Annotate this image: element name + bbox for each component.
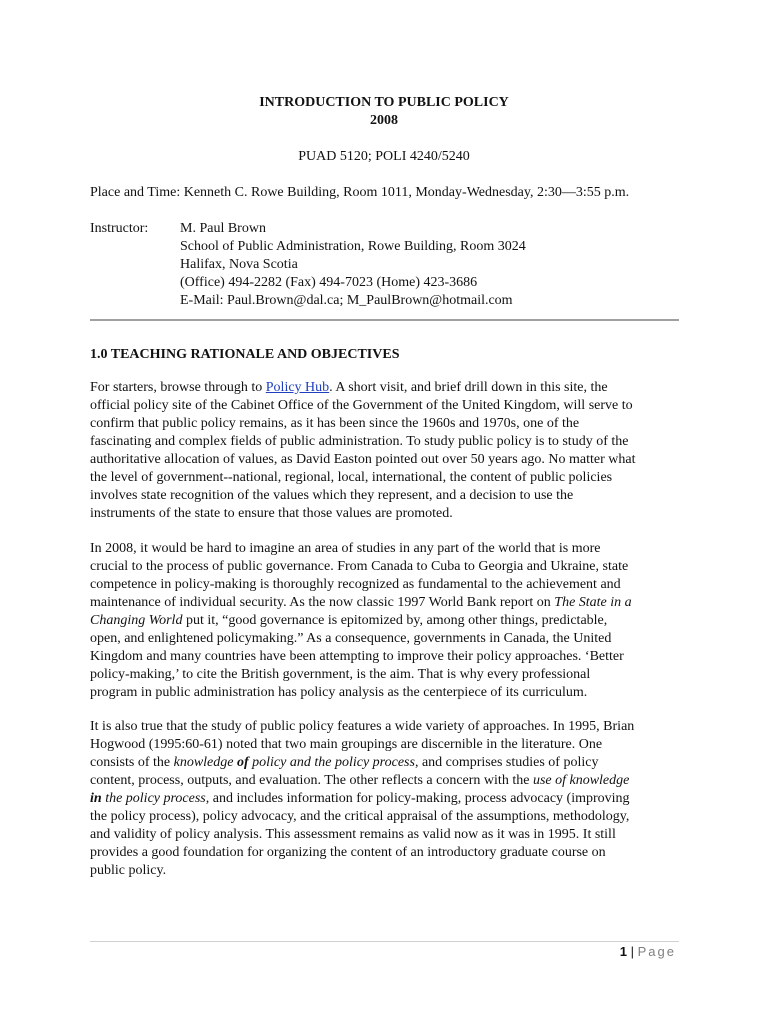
- instructor-city: Halifax, Nova Scotia: [180, 257, 298, 272]
- emphasis: knowledge: [173, 755, 237, 770]
- paragraph-line: [90, 612, 690, 630]
- page-footer: [620, 944, 676, 960]
- instructor-email: E-Mail: Paul.Brown@dal.ca; M_PaulBrown@hotmail.com: [180, 293, 513, 308]
- instructor-name: M. Paul Brown: [180, 221, 266, 236]
- text-run: . A short visit, and brief drill down in this site, the: [329, 380, 608, 395]
- text-run: content, process, outputs, and evaluation. The other reflects a concern with the: [90, 773, 533, 788]
- text-run: For starters, browse through to: [90, 380, 266, 395]
- emphasis: use of knowledge: [532, 773, 630, 788]
- document-year: 2008: [370, 113, 398, 128]
- paragraph-line: program in public administration has policy analysis as the centerpiece of its curriculum.: [90, 685, 588, 700]
- paragraph-line: [90, 594, 690, 612]
- paragraph-line: [90, 754, 690, 772]
- footer-divider: [90, 941, 679, 942]
- paragraph-line: Kingdom and many countries have been attempting to improve their policy approaches. ‘Better: [90, 649, 624, 664]
- course-codes: PUAD 5120; POLI 4240/5240: [298, 149, 470, 164]
- paragraph-line: authoritative allocation of values, as David Easton pointed out over 50 years ago. No matter what: [90, 452, 636, 467]
- paragraph-line: and validity of policy analysis. This assessment remains as valid now as it was in 1995. It still: [90, 827, 616, 842]
- paragraph-1: [90, 379, 690, 523]
- page-number: 1: [619, 944, 628, 959]
- paragraph-line: involves state recognition of the values which they represent, and a decision to use the: [90, 488, 574, 503]
- instructor-phones: (Office) 494-2282 (Fax) 494-7023 (Home) 423-3686: [180, 275, 478, 290]
- paragraph-2: [90, 540, 690, 702]
- paragraph-line: public policy.: [90, 863, 167, 878]
- text-run: put it, “good governance is epitomized by, among other things, predictable,: [182, 613, 608, 628]
- paragraph-line: [90, 379, 690, 397]
- strong-emphasis: in: [90, 791, 102, 806]
- paragraph-line: competence in policy-making is thoroughly recognized as fundamental to the achievement and: [90, 577, 621, 592]
- text-run: consists of the: [90, 755, 174, 770]
- text-run: , and comprises studies of policy: [414, 755, 599, 770]
- instructor-school: School of Public Administration, Rowe Building, Room 3024: [180, 239, 526, 254]
- section-heading: 1.0 TEACHING RATIONALE AND OBJECTIVES: [90, 347, 400, 362]
- header-divider: [90, 319, 679, 321]
- paragraph-line: the level of government--national, regional, local, international, the content of public policies: [90, 470, 613, 485]
- paragraph-line: crucial to the process of public governance. From Canada to Cuba to Georgia and Ukraine, state: [90, 559, 629, 574]
- text-run: and includes information for policy-making, process advocacy (improving: [209, 791, 630, 806]
- instructor-details: [180, 220, 526, 310]
- paragraph-line: It is also true that the study of public policy features a wide variety of approaches. In 1995, Brian: [90, 719, 635, 734]
- paragraph-line: official policy site of the Cabinet Office of the Government of the United Kingdom, will serve to: [90, 398, 633, 413]
- footer-separator: |: [627, 944, 638, 959]
- text-run: maintenance of individual security. As the now classic 1997 World Bank report on: [90, 595, 555, 610]
- emphasis: the policy process,: [101, 791, 210, 806]
- instructor-label: Instructor:: [90, 221, 149, 236]
- paragraph-line: [90, 790, 690, 808]
- paragraph-line: confirm that public policy remains, as it has been since the 1960s and 1970s, one of the: [90, 416, 580, 431]
- strong-emphasis: of: [236, 755, 249, 770]
- policy-hub-link[interactable]: Policy Hub: [265, 380, 330, 395]
- paragraph-line: Hogwood (1995:60-61) noted that two main groupings are discernible in the literature. One: [90, 737, 603, 752]
- paragraph-line: open, and enlightened policymaking.” As a consequence, governments in Canada, the United: [90, 631, 612, 646]
- place-and-time: Place and Time: Kenneth C. Rowe Building, Room 1011, Monday-Wednesday, 2:30—3:55 p.m.: [90, 185, 630, 200]
- paragraph-line: fascinating and complex fields of public administration. To study public policy is to study of the: [90, 434, 629, 449]
- paragraph-line: instruments of the state to ensure that those values are promoted.: [90, 506, 453, 521]
- paragraph-line: the policy process), policy advocacy, and the critical appraisal of the assumptions, methodology,: [90, 809, 630, 824]
- page-label: Page: [637, 944, 676, 959]
- paragraph-line: In 2008, it would be hard to imagine an area of studies in any part of the world that is more: [90, 541, 601, 556]
- paragraph-line: policy-making,’ to cite the British government, is the aim. That is why every professional: [90, 667, 591, 682]
- paragraph-line: [90, 772, 690, 790]
- document-title: INTRODUCTION TO PUBLIC POLICY: [259, 95, 509, 110]
- book-title: The State in a: [554, 595, 632, 610]
- paragraph-3: [90, 718, 690, 880]
- paragraph-line: provides a good foundation for organizing the content of an introductory graduate course on: [90, 845, 606, 860]
- book-title: Changing World: [90, 613, 183, 628]
- emphasis: policy and the policy process: [248, 755, 415, 770]
